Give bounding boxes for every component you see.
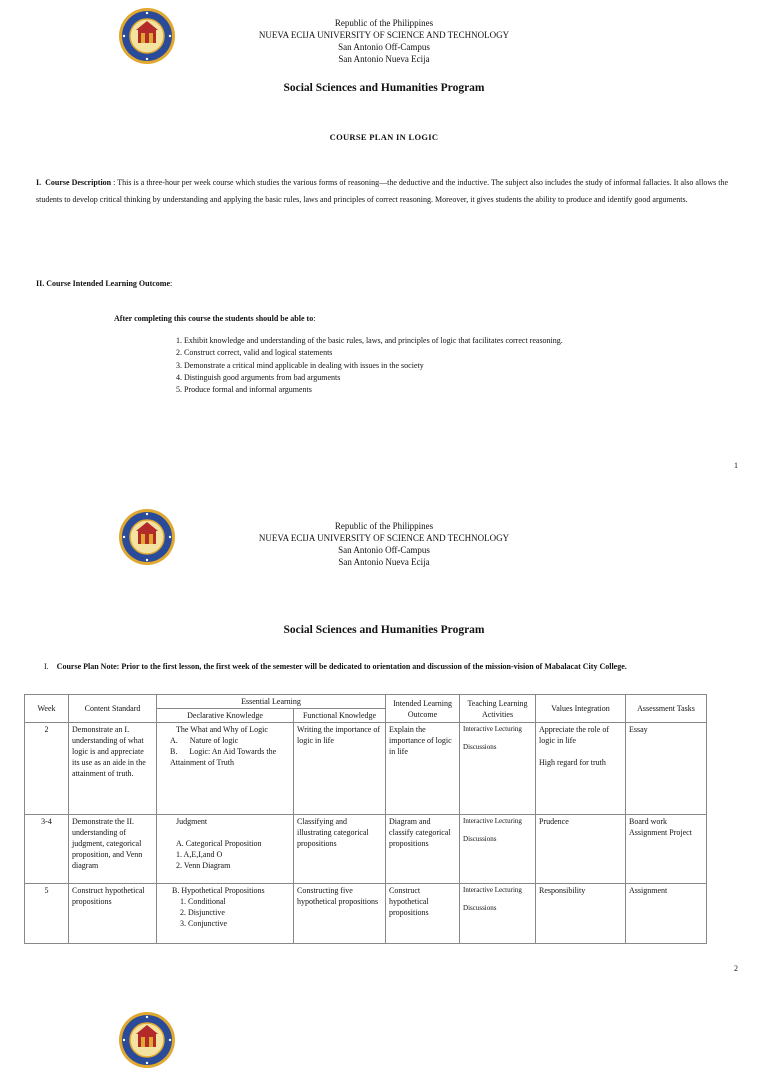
list-item: 3. Demonstrate a critical mind applicable in dealing with issues in the society [176, 360, 424, 370]
letterhead [0, 17, 768, 65]
table-row [25, 815, 707, 884]
course-plan-note [44, 660, 756, 673]
cell-values [536, 723, 626, 815]
cell-outcome: Diagram and classify categorical propositions [386, 815, 460, 884]
cell-assessment: Assignment [626, 884, 707, 944]
university-name: NUEVA ECIJA UNIVERSITY OF SCIENCE AND TECHNOLOGY [258, 30, 510, 40]
outcome-intro-text: After completing this course the students should be able to [114, 314, 314, 323]
cell-outcome: Construct hypothetical propositions [386, 884, 460, 944]
page-2 [0, 500, 768, 980]
decl-item: A. Nature of logic [170, 736, 239, 745]
header-essential-learning: Essential Learning [157, 695, 386, 709]
letterhead [0, 520, 768, 568]
cell-activities [460, 815, 536, 884]
activity: Discussions [463, 835, 497, 843]
table-header-row [25, 695, 707, 709]
decl-item: A. Categorical Proposition [176, 839, 262, 848]
cell-outcome: Explain the importance of logic in life [386, 723, 460, 815]
letterhead-line: Republic of the Philippines [334, 521, 434, 531]
header-functional: Functional Knowledge [294, 709, 386, 723]
cell-declarative [157, 815, 294, 884]
cell-activities [460, 723, 536, 815]
header-teaching-activities: Teaching Learning Activities [460, 695, 536, 723]
cell-assessment: Board work Assignment Project [626, 815, 707, 884]
note-text: Course Plan Note: Prior to the first lesson, the first week of the semester will be dedicated to orientation and discussion of the mission-vision of Mabalacat City College. [56, 662, 627, 671]
decl-title: The What and Why of Logic [176, 725, 268, 734]
activity: Discussions [463, 904, 497, 912]
cell-week: 5 [25, 884, 69, 944]
list-item: 2. Construct correct, valid and logical statements [176, 348, 333, 358]
list-item: 5. Produce formal and informal arguments [176, 385, 312, 395]
outcome-list [176, 335, 563, 396]
table-row [25, 884, 707, 944]
decl-item: 2. Venn Diagram [176, 861, 231, 870]
table-row [25, 723, 707, 815]
decl-item: 1. Conditional [180, 897, 226, 906]
cell-activities [460, 884, 536, 944]
program-title: Social Sciences and Humanities Program [283, 82, 485, 94]
cell-declarative [157, 884, 294, 944]
page-number: 2 [734, 964, 738, 973]
letterhead-line: San Antonio Off-Campus [338, 42, 430, 52]
letterhead-line: San Antonio Nueva Ecija [338, 557, 430, 567]
course-plan-table [24, 694, 707, 944]
cell-functional: Writing the importance of logic in life [294, 723, 386, 815]
value: High regard for truth [539, 758, 606, 767]
page-number: 1 [734, 461, 738, 470]
letterhead-line: San Antonio Nueva Ecija [338, 54, 430, 64]
cell-assessment: Essay [626, 723, 707, 815]
decl-title: Judgment [176, 817, 208, 826]
cell-week: 3-4 [25, 815, 69, 884]
letterhead-line: Republic of the Philippines [334, 18, 434, 28]
cell-content: Demonstrate the II. understanding of judgment, categorical proposition, and Venn diagram [69, 815, 157, 884]
section-label: Course Description [45, 178, 112, 187]
header-declarative: Declarative Knowledge [157, 709, 294, 723]
description-text: : This is a three-hour per week course which studies the various forms of reasoning—the deductive and the inductive. The subject also includes the study of informal fallacies. It also allows the students to develop critical thinking by understanding and applying the basic rules, laws and principles of correct reasoning. Moreover, it gives students the ability to produce and identify good arguments. [36, 178, 728, 204]
cell-content: Demonstrate an I. understanding of what logic is and appreciate its use as an aide in the attainment of truth. [69, 723, 157, 815]
cell-content: Construct hypothetical propositions [69, 884, 157, 944]
outcome-heading-text: II. Course Intended Learning Outcome [36, 279, 171, 288]
decl-item: 3. Conjunctive [180, 919, 228, 928]
header-values-integration: Values Integration [536, 695, 626, 723]
cell-values: Prudence [536, 815, 626, 884]
list-item: 1. Exhibit knowledge and understanding of the basic rules, laws, and principles of logic that facilitates correct reasoning. [176, 336, 563, 345]
activity: Interactive Lecturing [463, 817, 522, 825]
activity: Interactive Lecturing [463, 886, 522, 894]
header-assessment-tasks: Assessment Tasks [626, 695, 707, 723]
cell-week: 2 [25, 723, 69, 815]
outcome-intro [114, 310, 614, 327]
outcome-heading [36, 275, 738, 292]
cell-declarative [157, 723, 294, 815]
outcome-heading-colon: : [170, 279, 173, 288]
decl-item: 2. Disjunctive [180, 908, 225, 917]
course-title: COURSE PLAN IN LOGIC [329, 132, 439, 142]
section-number: I. [36, 178, 42, 187]
header-week: Week [25, 695, 69, 723]
cell-values: Responsibility [536, 884, 626, 944]
page-3 [0, 1005, 768, 1045]
university-seal-icon [118, 1011, 176, 1069]
activity: Discussions [463, 743, 497, 751]
list-item: 4. Distinguish good arguments from bad arguments [176, 372, 341, 382]
cell-functional: Classifying and illustrating categorical propositions [294, 815, 386, 884]
header-intended-outcome: Intended Learning Outcome [386, 695, 460, 723]
program-title: Social Sciences and Humanities Program [283, 624, 485, 636]
decl-item: B. Logic: An Aid Towards the Attainment of Truth [170, 747, 278, 767]
decl-title: B. Hypothetical Propositions [172, 886, 265, 895]
course-description [36, 174, 738, 208]
decl-item: 1. A,E,I,and O [176, 850, 223, 859]
letterhead-line: San Antonio Off-Campus [338, 545, 430, 555]
activity: Interactive Lecturing [463, 725, 522, 733]
note-number: I. [44, 662, 49, 671]
value: Appreciate the role of logic in life [539, 725, 609, 745]
header-content-standard: Content Standard [69, 695, 157, 723]
page-1 [0, 0, 768, 480]
university-name: NUEVA ECIJA UNIVERSITY OF SCIENCE AND TECHNOLOGY [258, 533, 510, 543]
outcome-intro-colon: : [313, 314, 316, 323]
cell-functional: Constructing five hypothetical propositions [294, 884, 386, 944]
